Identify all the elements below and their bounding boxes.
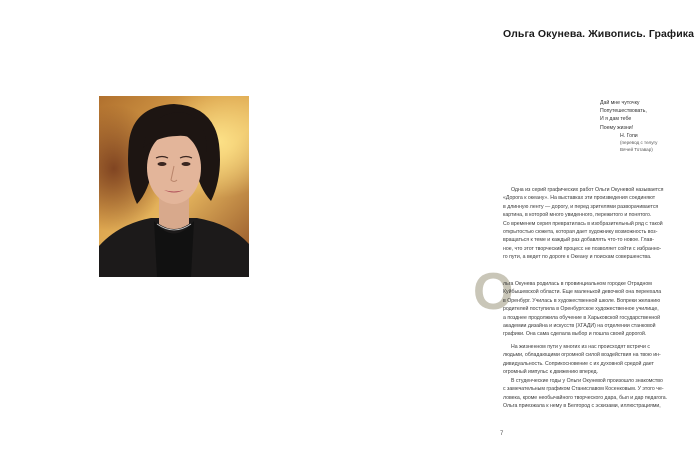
text-line: «Дорога к океану». На выставках эти произведения соединяют [503, 195, 656, 202]
text-line: а позднее продолжила обучение в Харьковской государственной [503, 314, 661, 321]
text-line: родителей поступила в Оренбургское художественное училище, [503, 306, 659, 313]
text-line: с замечательным графиком Станиславом Косенковым. У этого че- [503, 386, 664, 393]
epigraph-line: Поему жизни! [600, 124, 634, 131]
epigraph-line: И я дам тебе [600, 116, 632, 123]
text-line: графики. Она сама сделала выбор и пошла своей дорогой. [503, 331, 647, 338]
paragraph-encounters [503, 343, 681, 377]
text-line: Куйбышевской области. Еще маленькой девочкой она переехала [503, 289, 662, 296]
epigraph-translation: Вячей Тотавар) [620, 146, 653, 152]
text-line: академии дизайна и искусств (ХГАДИ) на отделении станковой [503, 323, 656, 330]
text-line: картина, в которой много увиденного, пережитого и понятого. [503, 212, 652, 219]
epigraph-translation: (перевод с телугу [620, 140, 658, 146]
epigraph [600, 99, 695, 153]
text-line: го пути, а ведет по дороге к Океану и поискам совершенства. [503, 254, 652, 261]
epigraph-author: Н. Гопи [620, 132, 638, 139]
page-number: 7 [500, 431, 504, 437]
text-line: ное, что этот творческий процесс не позволяет сойти с избранно- [503, 245, 662, 252]
text-line: На жизненном пути у многих из нас происходят встречи с [511, 344, 650, 350]
drop-cap: О [473, 263, 514, 321]
paragraph-intro [503, 186, 681, 262]
text-line: ловека, кроме необычайного творческого дара, был и дар педагога. [503, 394, 668, 401]
text-line: огромный импульс к движению вперед. [503, 369, 598, 376]
text-line: Со временем серия превратилась в изобразительный ряд с такой [503, 220, 663, 227]
text-line: Одна из серий графических работ Ольги Окуневой называется [511, 187, 664, 193]
epigraph-line: Дай мне чуточку [600, 100, 640, 106]
portrait-illustration [99, 96, 249, 277]
text-line: в Оренбург. Училась в художественной школе. Вопреки желанию [503, 297, 661, 304]
page-title: Ольга Окунева. Живопись. Графика [503, 28, 695, 40]
text-line: дивидуальность. Соприкосновение с их духовной средой дает [503, 360, 654, 367]
text-line: вращаться к теме и каждый раз добавлять что-то новое. Глав- [503, 237, 654, 244]
paragraph-student-years [503, 377, 681, 411]
text-line: льга Окунева родилась в провинциальном городке Отрадном [503, 281, 652, 287]
portrait-photo [99, 96, 249, 277]
text-line: открытостью сюжета, которая дает художнику возможность воз- [503, 229, 658, 236]
paragraph-biography [503, 280, 681, 339]
text-line: Ольга приезжала к нему в Белгород с эскизами, иллюстрациями, [503, 403, 661, 410]
text-line: В студенческие годы у Ольги Окуневой произошло знакомство [511, 378, 663, 384]
text-line: людьми, обладающими огромной силой воздействия на твою ин- [503, 352, 661, 359]
text-line: в длинную ленту — дорогу, и перед зрителями разворачивается [503, 203, 659, 210]
epigraph-line: Попутешествовать, [600, 108, 647, 115]
